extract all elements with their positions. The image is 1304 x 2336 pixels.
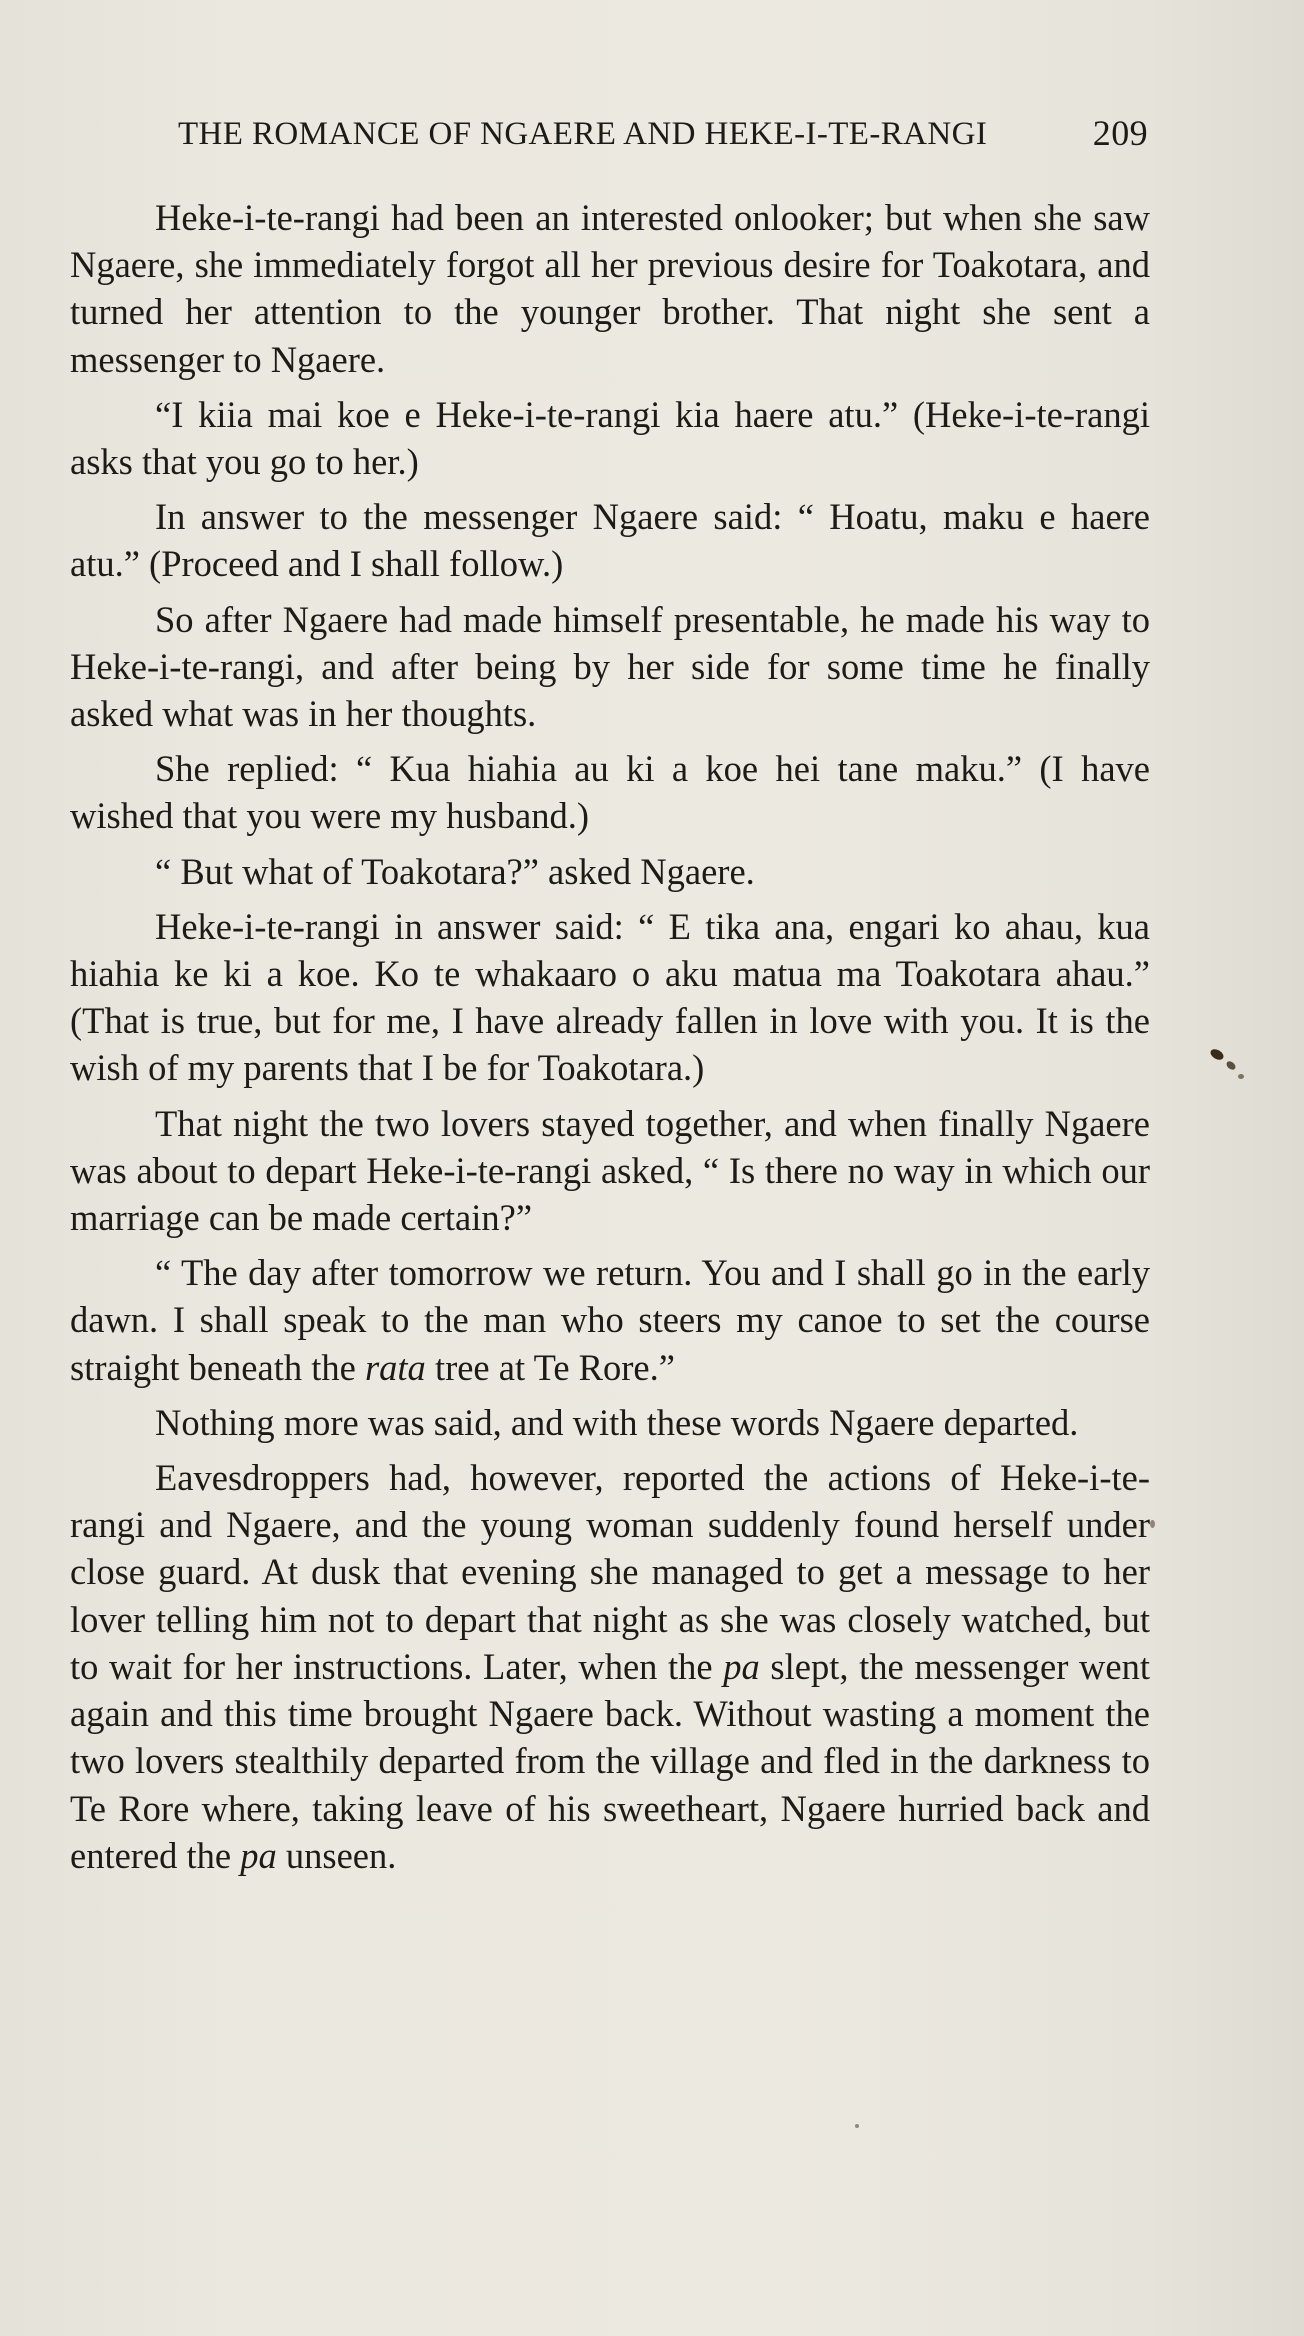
- paragraph-text: “ But what of Toakotara?” asked Ngaere.: [155, 850, 755, 892]
- ink-speck: [855, 2124, 859, 2128]
- paragraph: [70, 391, 1150, 485]
- paragraph: [70, 493, 1150, 587]
- paragraph-text: tree at Te Rore.”: [425, 1346, 675, 1388]
- paragraph: [70, 194, 1150, 383]
- paragraph-text: Heke-i-te-rangi in answer said: “ E tika ana, engari ko ahau, kua hiahia ke ki a koe. Ko te whakaaro o aku matua ma Toakotara ahau.” (That is true, but for me, I have already fallen in love with you. It is the wish of my parents that I be for Toakotara.): [70, 905, 1150, 1089]
- paragraph-text: “I kiia mai koe e Heke-i-te-rangi kia haere atu.” (Heke-i-te-rangi asks that you go to her.): [70, 393, 1150, 483]
- paragraph-text: Nothing more was said, and with these words Ngaere departed.: [155, 1401, 1079, 1443]
- ink-speck: [1150, 1520, 1155, 1528]
- text-body: [70, 194, 1150, 1887]
- paragraph-text: Heke-i-te-rangi had been an interested onlooker; but when she saw Ngaere, she immediately forgot all her previous desire for Toakotara, and turned her attention to the younger brother. That night she sent a messenger to Ngaere.: [70, 197, 1150, 380]
- paragraph: [70, 903, 1150, 1092]
- page-number: 209: [1092, 113, 1148, 153]
- italic-term: rata: [364, 1346, 426, 1388]
- paragraph: [70, 1399, 1150, 1446]
- italic-term: pa: [723, 1645, 760, 1687]
- paragraph-text: unseen.: [276, 1834, 397, 1876]
- ink-speck: [1238, 1074, 1244, 1079]
- paragraph-text: “ The day after tomorrow we return. You and I shall go in the early dawn. I shall speak to the man who steers my canoe to set the course straight beneath the: [70, 1252, 1150, 1388]
- paragraph-text: So after Ngaere had made himself presentable, he made his way to Heke-i-te-rangi, and after being by her side for some time he finally asked what was in her thoughts.: [70, 598, 1150, 735]
- paragraph: [70, 745, 1150, 839]
- paragraph: [70, 1454, 1150, 1879]
- paragraph-text: slept, the messenger went again and this time brought Ngaere back. Without wasting a moment the two lovers stealthily departed from the village and fled in the darkness to Te Rore where, taking leave of his sweetheart, Ngaere hurried back and entered the: [70, 1645, 1150, 1876]
- paragraph: [70, 1100, 1150, 1242]
- running-head: [178, 112, 1148, 164]
- italic-term: pa: [240, 1834, 277, 1876]
- ink-speck: [1209, 1047, 1226, 1062]
- paragraph-text: In answer to the messenger Ngaere said: “ Hoatu, maku e haere atu.” (Proceed and I shall follow.): [70, 496, 1150, 585]
- paragraph: [70, 596, 1150, 738]
- ink-speck: [1225, 1060, 1237, 1072]
- paragraph: [70, 1249, 1150, 1391]
- paragraph-text: That night the two lovers stayed together, and when finally Ngaere was about to depart Heke-i-te-rangi asked, “ Is there no way in which our marriage can be made certain?”: [70, 1102, 1150, 1239]
- running-head-title: THE ROMANCE OF NGAERE AND HEKE-I-TE-RANGI: [178, 116, 988, 152]
- paragraph-text: She replied: “ Kua hiahia au ki a koe hei tane maku.” (I have wished that you were my husband.): [70, 748, 1150, 837]
- paragraph-text: Eavesdroppers had, however, reported the actions of Heke-i-te-rangi and Ngaere, and the young woman suddenly found herself under close guard. At dusk that evening she managed to get a message to her lover telling him not to depart that night as she was closely watched, but to wait for her instructions. Later, when the: [70, 1457, 1150, 1687]
- paragraph: [70, 848, 1150, 895]
